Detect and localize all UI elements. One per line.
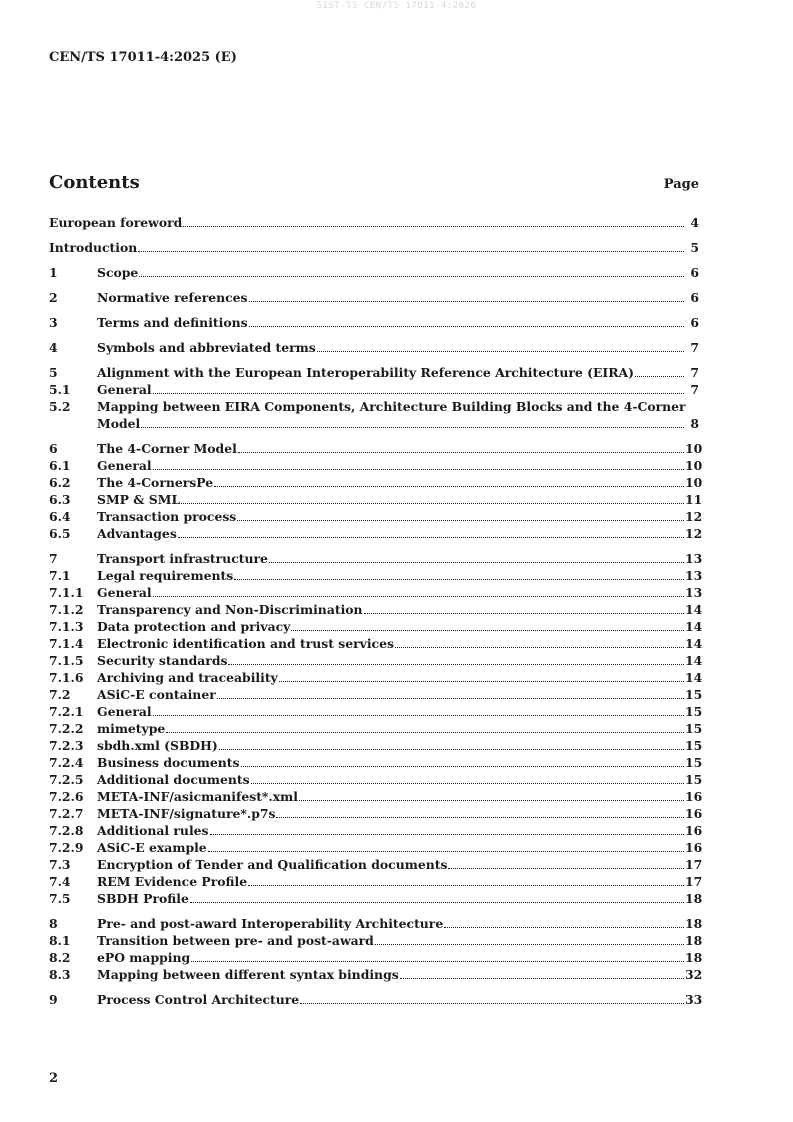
- toc-entry-page: 4: [690, 215, 699, 230]
- toc-entry-title: Mapping between different syntax bindings: [97, 967, 399, 982]
- toc-entry[interactable]: [49, 805, 703, 822]
- toc-entry-title: sbdh.xml (SBDH): [97, 738, 218, 753]
- dot-leader: [635, 376, 684, 377]
- toc-entry-title: The 4-CornersPe: [97, 475, 214, 490]
- toc-entry-title: Symbols and abbreviated terms: [97, 340, 316, 355]
- toc-entry-number: 7: [49, 551, 58, 566]
- dot-leader: [317, 351, 684, 352]
- toc-entry-title: The 4-Corner Model: [97, 441, 237, 456]
- toc-entry-number: 5.2: [49, 399, 71, 414]
- toc-entry-number: 6.5: [49, 526, 71, 541]
- dot-leader: [178, 537, 684, 538]
- toc-entry[interactable]: [49, 508, 703, 525]
- toc-entry-number: 5: [49, 365, 58, 380]
- toc-entry-title: Normative references: [97, 290, 248, 305]
- toc-entry[interactable]: [49, 239, 699, 256]
- toc-entry[interactable]: [49, 703, 703, 720]
- toc-entry-page: 6: [690, 265, 699, 280]
- toc-entry[interactable]: [49, 915, 703, 932]
- toc-entry-page: 18: [685, 916, 703, 931]
- toc-entry[interactable]: [49, 601, 703, 618]
- toc-entry-number: 7.2.4: [49, 755, 84, 770]
- toc-entry[interactable]: [49, 398, 699, 432]
- toc-entry-number: 3: [49, 315, 58, 330]
- document-id: CEN/TS 17011-4:2025 (E): [49, 50, 237, 65]
- dot-leader: [300, 1003, 684, 1004]
- toc-entry-page: 33: [685, 992, 703, 1007]
- toc-entry-title: Data protection and privacy: [97, 619, 291, 634]
- toc-entry[interactable]: [49, 474, 703, 491]
- toc-entry-page: 10: [685, 441, 703, 456]
- toc-entry-title: Process Control Architecture: [97, 992, 300, 1007]
- toc-entry-page: 10: [685, 458, 703, 473]
- toc-entry-title: ePO mapping: [97, 950, 191, 965]
- dot-leader: [190, 902, 684, 903]
- toc-entry-number: 6.2: [49, 475, 71, 490]
- toc-entry[interactable]: [49, 264, 699, 281]
- toc-entry-page: 12: [685, 509, 703, 524]
- toc-entry[interactable]: [49, 584, 703, 601]
- toc-entry-number: 7.2.2: [49, 721, 84, 736]
- dot-leader: [291, 630, 684, 631]
- toc-entry[interactable]: [49, 635, 703, 652]
- dot-leader: [210, 834, 684, 835]
- toc-entry[interactable]: [49, 550, 703, 567]
- toc-entry-number: 7.1.5: [49, 653, 84, 668]
- toc-entry-number: 7.2.8: [49, 823, 84, 838]
- dot-leader: [138, 251, 684, 252]
- dot-leader: [269, 562, 684, 563]
- toc-entry-title: European foreword: [49, 215, 183, 230]
- toc-entry-number: 2: [49, 290, 58, 305]
- table-of-contents: [49, 214, 703, 1008]
- dot-leader: [228, 664, 684, 665]
- toc-entry-title: Encryption of Tender and Qualification documents: [97, 857, 448, 872]
- toc-entry[interactable]: [49, 822, 703, 839]
- toc-entry-number: 7.1.1: [49, 585, 84, 600]
- dot-leader: [139, 276, 684, 277]
- toc-entry[interactable]: [49, 737, 703, 754]
- toc-entry-number: 7.5: [49, 891, 71, 906]
- toc-entry-title: mimetype: [97, 721, 166, 736]
- toc-entry-number: 7.4: [49, 874, 71, 889]
- toc-entry-number: 6: [49, 441, 58, 456]
- toc-entry[interactable]: [49, 966, 703, 983]
- toc-entry-title: Terms and definitions: [97, 315, 248, 330]
- toc-entry-title: Scope: [97, 265, 139, 280]
- dot-leader: [249, 301, 684, 302]
- toc-entry-page: 15: [685, 755, 703, 770]
- toc-entry-title: Alignment with the European Interoperability Reference Architecture (EIRA): [97, 365, 635, 380]
- dot-leader: [251, 783, 684, 784]
- toc-entry-title: Transport infrastructure: [97, 551, 268, 566]
- watermark: SIST-TS CEN/TS 17011-4:2026: [316, 1, 477, 11]
- toc-entry-title: Archiving and traceability: [97, 670, 278, 685]
- toc-entry-page: 15: [685, 721, 703, 736]
- toc-entry-page: 7: [690, 340, 699, 355]
- dot-leader: [400, 978, 684, 979]
- dot-leader: [276, 817, 684, 818]
- toc-entry-number: 7.1.4: [49, 636, 84, 651]
- dot-leader: [208, 851, 684, 852]
- dot-leader: [153, 469, 684, 470]
- toc-entry-title: SMP & SML: [97, 492, 181, 507]
- toc-entry-page: 16: [685, 789, 703, 804]
- toc-entry-number: 7.1: [49, 568, 71, 583]
- toc-entry[interactable]: [49, 754, 703, 771]
- toc-entry[interactable]: [49, 567, 703, 584]
- dot-leader: [214, 486, 684, 487]
- toc-entry-title: REM Evidence Profile: [97, 874, 248, 889]
- toc-entry[interactable]: [49, 788, 703, 805]
- toc-entry-title: Legal requirements: [97, 568, 234, 583]
- toc-entry-number: 6.4: [49, 509, 71, 524]
- toc-entry-number: 7.1.6: [49, 670, 84, 685]
- toc-entry[interactable]: [49, 364, 699, 381]
- toc-entry-page: 5: [690, 240, 699, 255]
- toc-entry[interactable]: [49, 381, 699, 398]
- page-column-label: Page: [663, 177, 699, 192]
- toc-entry-page: 18: [685, 891, 703, 906]
- toc-entry-page: 17: [685, 857, 703, 872]
- toc-entry[interactable]: [49, 771, 703, 788]
- toc-entry-page: 18: [685, 933, 703, 948]
- toc-entry-number: 7.2.7: [49, 806, 84, 821]
- toc-entry-number: 6.3: [49, 492, 71, 507]
- toc-entry-number: 5.1: [49, 382, 71, 397]
- toc-entry-page: 14: [685, 670, 703, 685]
- toc-entry-title-continued: Model: [97, 416, 141, 431]
- dot-leader: [249, 326, 684, 327]
- toc-entry-title: Business documents: [97, 755, 240, 770]
- toc-entry[interactable]: [49, 525, 703, 542]
- toc-entry-number: 7.2: [49, 687, 71, 702]
- toc-entry-title: Transparency and Non-Discrimination: [97, 602, 363, 617]
- toc-entry-title: Security standards: [97, 653, 228, 668]
- dot-leader: [364, 613, 684, 614]
- toc-entry-page: 12: [685, 526, 703, 541]
- dot-leader: [219, 749, 684, 750]
- toc-entry-title: ASiC-E container: [97, 687, 216, 702]
- contents-title: Contents: [49, 172, 140, 193]
- toc-entry-page: 14: [685, 653, 703, 668]
- dot-leader: [375, 944, 684, 945]
- toc-entry[interactable]: [49, 890, 703, 907]
- toc-entry[interactable]: [49, 991, 703, 1008]
- dot-leader: [448, 868, 684, 869]
- toc-entry-page: 15: [685, 772, 703, 787]
- toc-entry-title: Additional rules: [97, 823, 209, 838]
- dot-leader: [241, 766, 684, 767]
- toc-entry-page: 18: [685, 950, 703, 965]
- toc-entry-number: 9: [49, 992, 58, 1007]
- toc-entry[interactable]: [49, 669, 703, 686]
- toc-entry-number: 7.2.3: [49, 738, 84, 753]
- toc-entry-page: 13: [685, 568, 703, 583]
- toc-entry-title: Advantages: [97, 526, 177, 541]
- toc-entry-number: 7.2.9: [49, 840, 84, 855]
- toc-entry-page: 14: [685, 602, 703, 617]
- toc-entry-page: 13: [685, 585, 703, 600]
- toc-entry-page: 13: [685, 551, 703, 566]
- page-number: 2: [49, 1071, 59, 1086]
- toc-entry-page: 6: [690, 290, 699, 305]
- toc-entry-number: 8.2: [49, 950, 71, 965]
- toc-entry-page: 14: [685, 636, 703, 651]
- dot-leader: [217, 698, 684, 699]
- dot-leader: [395, 647, 684, 648]
- toc-entry[interactable]: [49, 339, 699, 356]
- dot-leader: [238, 452, 684, 453]
- toc-entry-title: SBDH Profile: [97, 891, 189, 906]
- toc-entry[interactable]: [49, 873, 703, 890]
- toc-entry-title: General: [97, 704, 152, 719]
- toc-entry-number: 8.1: [49, 933, 71, 948]
- toc-entry-page: 16: [685, 806, 703, 821]
- toc-entry-page: 7: [690, 365, 699, 380]
- toc-entry-page: 17: [685, 874, 703, 889]
- toc-entry-number: 7.2.5: [49, 772, 84, 787]
- toc-entry-title: META-INF/signature*.p7s: [97, 806, 276, 821]
- toc-entry[interactable]: [49, 457, 703, 474]
- toc-entry[interactable]: [49, 289, 699, 306]
- toc-entry-title: Additional documents: [97, 772, 250, 787]
- toc-entry-number: 7.1.2: [49, 602, 84, 617]
- toc-entry[interactable]: [49, 652, 703, 669]
- dot-leader: [237, 520, 684, 521]
- dot-leader: [141, 427, 684, 428]
- toc-entry-title: Electronic identification and trust services: [97, 636, 394, 651]
- toc-entry-page: 15: [685, 687, 703, 702]
- toc-entry-title: Introduction: [49, 240, 138, 255]
- dot-leader: [248, 885, 684, 886]
- toc-entry-page: 7: [690, 382, 699, 397]
- toc-entry-title: Pre- and post-award Interoperability Architecture: [97, 916, 444, 931]
- toc-entry[interactable]: [49, 856, 703, 873]
- toc-entry-title: META-INF/asicmanifest*.xml: [97, 789, 298, 804]
- toc-entry-number: 8: [49, 916, 58, 931]
- toc-entry[interactable]: [49, 720, 703, 737]
- toc-entry[interactable]: [49, 214, 699, 231]
- toc-entry-page: 15: [685, 738, 703, 753]
- toc-entry-title: ASiC-E example: [97, 840, 207, 855]
- toc-entry-page: 32: [685, 967, 703, 982]
- toc-entry-title: General: [97, 458, 152, 473]
- dot-leader: [153, 715, 684, 716]
- toc-entry[interactable]: [49, 949, 703, 966]
- toc-entry-page: 16: [685, 840, 703, 855]
- toc-entry-number: 8.3: [49, 967, 71, 982]
- toc-entry[interactable]: [49, 314, 699, 331]
- dot-leader: [183, 226, 684, 227]
- dot-leader: [191, 961, 684, 962]
- dot-leader: [181, 503, 684, 504]
- toc-entry[interactable]: [49, 686, 703, 703]
- dot-leader: [153, 596, 684, 597]
- toc-entry[interactable]: [49, 839, 703, 856]
- toc-entry-page: 16: [685, 823, 703, 838]
- toc-entry-number: 7.2.1: [49, 704, 84, 719]
- dot-leader: [234, 579, 684, 580]
- toc-entry-number: 7.3: [49, 857, 71, 872]
- toc-entry[interactable]: [49, 440, 703, 457]
- toc-entry-page: 6: [690, 315, 699, 330]
- toc-entry[interactable]: [49, 932, 703, 949]
- toc-entry-page: 10: [685, 475, 703, 490]
- toc-entry-title: Mapping between EIRA Components, Architecture Building Blocks and the 4-Corner: [97, 399, 686, 414]
- dot-leader: [166, 732, 684, 733]
- contents-header: [49, 172, 699, 193]
- toc-entry-number: 7.2.6: [49, 789, 84, 804]
- dot-leader: [299, 800, 684, 801]
- toc-entry-page: 8: [690, 416, 699, 431]
- toc-entry-number: 1: [49, 265, 58, 280]
- toc-entry-number: 6.1: [49, 458, 71, 473]
- dot-leader: [444, 927, 684, 928]
- toc-entry-title: General: [97, 382, 152, 397]
- toc-entry-page: 14: [685, 619, 703, 634]
- dot-leader: [279, 681, 684, 682]
- toc-entry-page: 11: [685, 492, 703, 507]
- toc-entry-page: 15: [685, 704, 703, 719]
- toc-entry-title: General: [97, 585, 152, 600]
- toc-entry-title: Transition between pre- and post-award: [97, 933, 374, 948]
- toc-entry-number: 4: [49, 340, 58, 355]
- toc-entry-title: Transaction process: [97, 509, 237, 524]
- dot-leader: [153, 393, 684, 394]
- toc-entry[interactable]: [49, 618, 703, 635]
- toc-entry[interactable]: [49, 491, 703, 508]
- toc-entry-number: 7.1.3: [49, 619, 84, 634]
